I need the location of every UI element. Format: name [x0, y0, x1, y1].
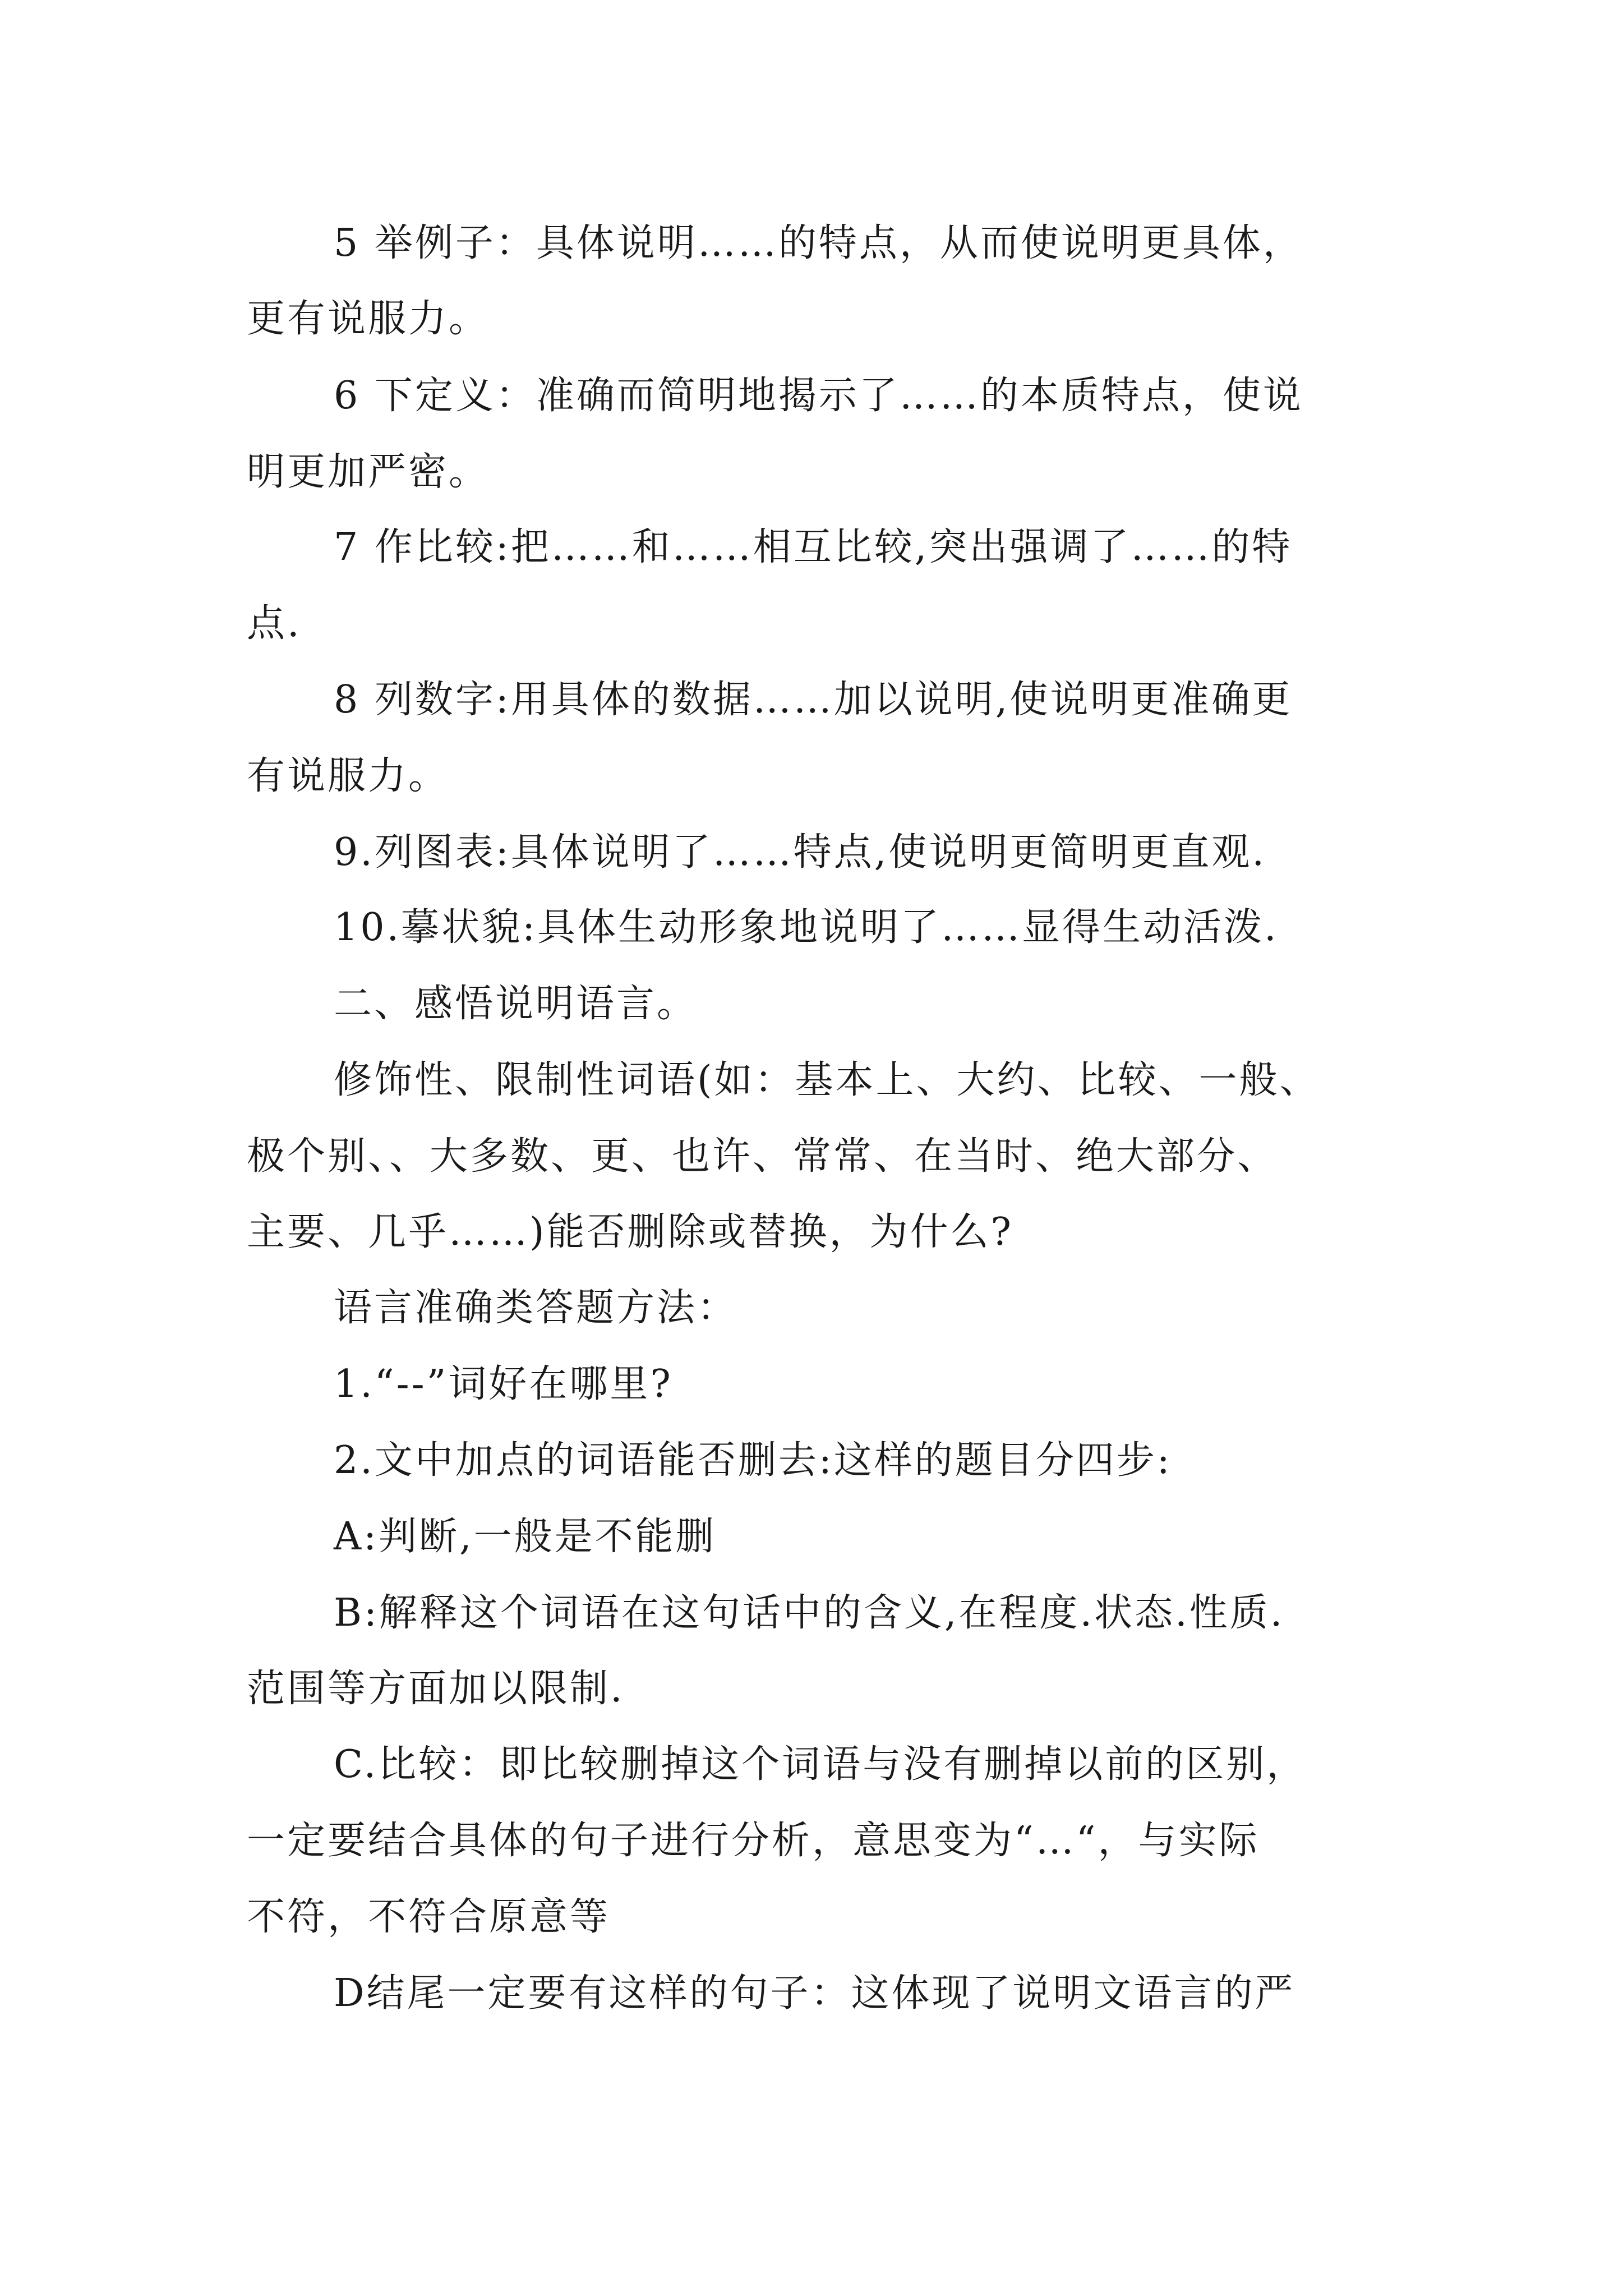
text-line-19: B:解释这个词语在这句话中的含义,在程度.状态.性质. — [334, 1591, 1285, 1635]
text-line-15: 语言准确类答题方法： — [334, 1286, 738, 1330]
text-line-10: 10.摹状貌:具体生动形象地说明了……显得生动活泼. — [334, 905, 1279, 950]
text-line-1: 5 举例子：具体说明……的特点，从而使说明更具体， — [334, 221, 1303, 265]
text-line-16: 1.“--”词好在哪里? — [334, 1362, 673, 1406]
text-line-8: 有说服力。 — [247, 754, 449, 798]
text-line-13: 极个别、、大多数、更、也许、常常、在当时、绝大部分、 — [247, 1134, 1278, 1179]
text-line-6: 点. — [247, 601, 302, 646]
text-line-17: 2.文中加点的词语能否删去:这样的题目分四步: — [334, 1438, 1172, 1483]
text-line-22: 一定要结合具体的句子进行分析，意思变为“…“，与实际 — [247, 1819, 1260, 1863]
text-line-20: 范围等方面加以限制. — [247, 1667, 625, 1711]
text-line-21: C.比较：即比较删掉这个词语与没有删掉以前的区别， — [334, 1742, 1307, 1787]
text-line-4: 明更加严密。 — [247, 450, 490, 494]
text-line-14: 主要、几乎……)能否删除或替换，为什么? — [247, 1210, 1013, 1254]
text-line-2: 更有说服力。 — [247, 297, 490, 341]
text-line-23: 不符，不符合原意等 — [247, 1895, 611, 1939]
text-line-5: 7 作比较:把……和……相互比较,突出强调了……的特 — [334, 525, 1293, 569]
text-line-18: A:判断,一般是不能删 — [334, 1515, 716, 1559]
text-line-7: 8 列数字:用具体的数据……加以说明,使说明更准确更 — [334, 678, 1293, 722]
text-line-3: 6 下定义：准确而简明地揭示了……的本质特点，使说 — [334, 374, 1303, 418]
text-line-24: D结尾一定要有这样的句子：这体现了说明文语言的严 — [334, 1971, 1295, 2016]
section-heading: 二、感悟说明语言。 — [334, 982, 698, 1026]
text-line-12: 修饰性、限制性词语(如：基本上、大约、比较、一般、 — [334, 1058, 1320, 1102]
text-line-9: 9.列图表:具体说明了……特点,使说明更简明更直观. — [334, 830, 1267, 875]
